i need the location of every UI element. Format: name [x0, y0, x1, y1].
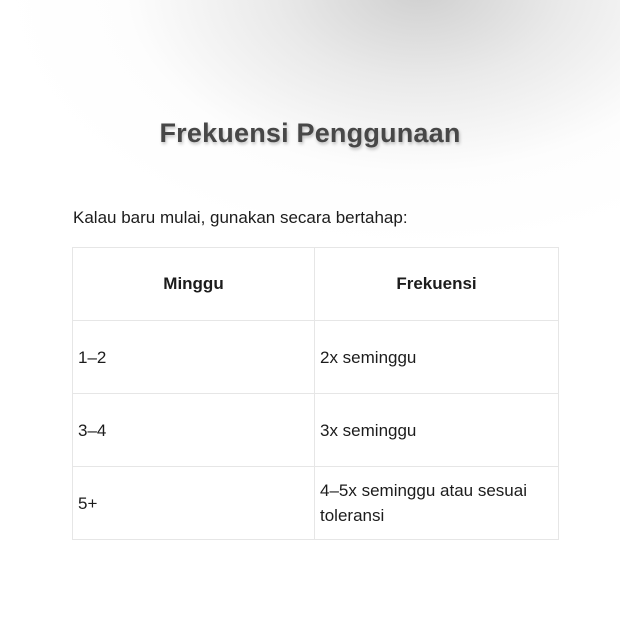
table-row — [73, 321, 559, 394]
intro-text: Kalau baru mulai, gunakan secara bertahap: — [73, 208, 408, 227]
frequency-cell: 3x seminggu — [315, 394, 559, 467]
week-cell: 1–2 — [73, 321, 315, 394]
frequency-cell: 2x seminggu — [315, 321, 559, 394]
page-title: Frekuensi Penggunaan — [159, 118, 461, 148]
week-cell: 5+ — [73, 467, 315, 540]
week-cell: 3–4 — [73, 394, 315, 467]
column-header-week: Minggu — [73, 248, 315, 321]
table-row — [73, 394, 559, 467]
table-row — [73, 467, 559, 540]
table-header-row — [73, 248, 559, 321]
column-header-frequency: Frekuensi — [315, 248, 559, 321]
frequency-cell: 4–5x seminggu atau sesuai toleransi — [315, 467, 559, 540]
frequency-table — [72, 247, 559, 540]
